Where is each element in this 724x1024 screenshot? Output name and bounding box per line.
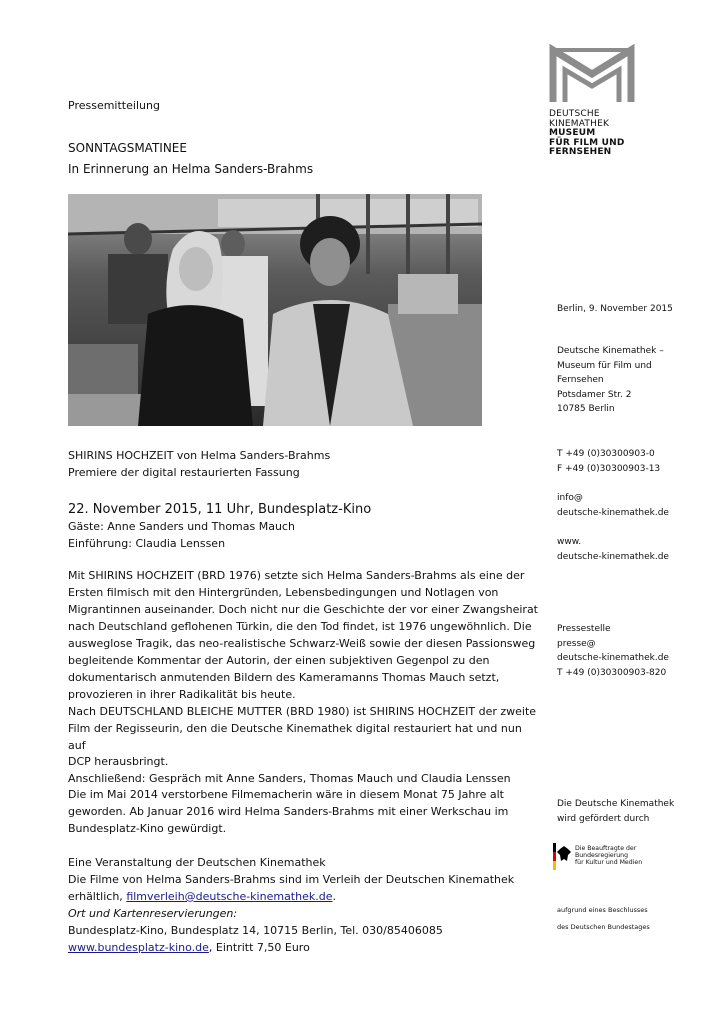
venue-web-line [68,940,548,957]
logo-line-2: KINEMATHEK [549,118,610,129]
logo-wordmark [549,110,659,158]
filmverleih-email-link[interactable]: filmverleih@deutsche-kinemathek.de [126,889,333,903]
press-release-label: Pressemitteilung [68,99,160,112]
bundesplatz-kino-link[interactable]: www.bundesplatz-kino.de [68,940,209,954]
logo-line-4: FÜR FILM UND [549,137,625,148]
venue-heading: Ort und Kartenreservierungen: [68,906,238,920]
bund-ministry-text: Die Beauftragte der Bundesregierung für Kultur und Medien [575,845,643,867]
logo-line-5: FERNSEHEN [549,147,612,158]
availability-line [68,889,548,906]
sidebar-support: Die Deutsche Kinemathek wird gefördert durch [557,799,675,824]
logo-line-3: MUSEUM [549,128,596,139]
page-subtitle: In Erinnerung an Helma Sanders-Brahms [68,162,314,176]
sidebar-press-office: Pressestelle presse@ deutsche-kinemathek.de T +49 (0)30300903-820 [557,624,669,678]
film-title: SHIRINS HOCHZEIT von Helma Sanders-Brahms [68,449,331,462]
logo-line-1: DEUTSCHE [549,109,600,119]
sidebar-date: Berlin, 9. November 2015 [557,304,673,314]
event-date: 22. November 2015, 11 Uhr, Bundesplatz-Kino [68,502,372,517]
kinemathek-logo-icon [549,44,635,106]
film-subtitle: Premiere der digital restaurierten Fassung [68,466,300,479]
availability-suffix: . [332,889,336,903]
distribution-line: Die Filme von Helma Sanders-Brahms sind im Verleih der Deutschen Kinemathek [68,872,515,886]
body-paragraph-3 [68,855,548,957]
page-title: SONNTAGSMATINEE [68,141,187,155]
sidebar-email[interactable]: info@ deutsche-kinemathek.de [557,493,669,518]
sidebar-phone: T +49 (0)30300903-0 F +49 (0)30300903-13 [557,449,661,474]
organizer-line: Eine Veranstaltung der Deutschen Kinemathek [68,856,326,869]
event-introduction: Einführung: Claudia Lenssen [68,537,226,550]
sidebar-website[interactable]: www. deutsche-kinemathek.de [557,537,669,562]
event-guests: Gäste: Anne Sanders und Thomas Mauch [68,520,295,533]
entry-price: , Eintritt 7,50 Euro [208,940,310,954]
sidebar-decision: aufgrund eines Beschlusses des Deutschen Bundestages [557,906,650,931]
body-paragraph-1: Mit SHIRINS HOCHZEIT (BRD 1976) setzte sich Helma Sanders-Brahms als eine der Ersten filmisch mit den Hintergründen, Lebensbedingungen und Notlagen von Migrantinnen auseinander. Doch nicht nur die Geschichte der vor einer Zwangsheirat nach Deutschland geflohenen Türkin, die den Tod findet, ist 1976 ungewöhnlich. Die ausweglose Tragik, das neo-realistische Schwarz-Weiß sowie der diesen Passionsweg begleitende Kommentar der Autorin, der einen subjektiven Gegenpol zu den dokumentarisch anmutenden Bildern des Kameramanns Thomas Mauch setzt, provozieren in ihrer Radikalität bis heute. Nach DEUTSCHLAND BLEICHE MUTTER (BRD 1980) ist SHIRINS HOCHZEIT der zweite Film der Regisseurin, den die Deutsche Kinemathek digital restauriert hat und nun auf DCP herausbringt. Anschließend: Gespräch mit Anne Sanders, Thomas Mauch und Claudia Lenssen [68,569,538,786]
sidebar-address: Deutsche Kinemathek – Museum für Film und Fernsehen Potsdamer Str. 2 10785 Berlin [557,346,664,414]
body-paragraph-2: Die im Mai 2014 verstorbene Filmemacherin wäre in diesem Monat 75 Jahre alt geworden. Ab Januar 2016 wird Helma Sanders-Brahms mit einer Werkschau im Bundesplatz-Kino gewürdigt. [68,788,509,835]
film-still-photo [68,194,482,426]
venue-address: Bundesplatz-Kino, Bundesplatz 14, 10715 Berlin, Tel. 030/85406085 [68,923,443,937]
availability-prefix: erhältlich, [68,889,127,903]
